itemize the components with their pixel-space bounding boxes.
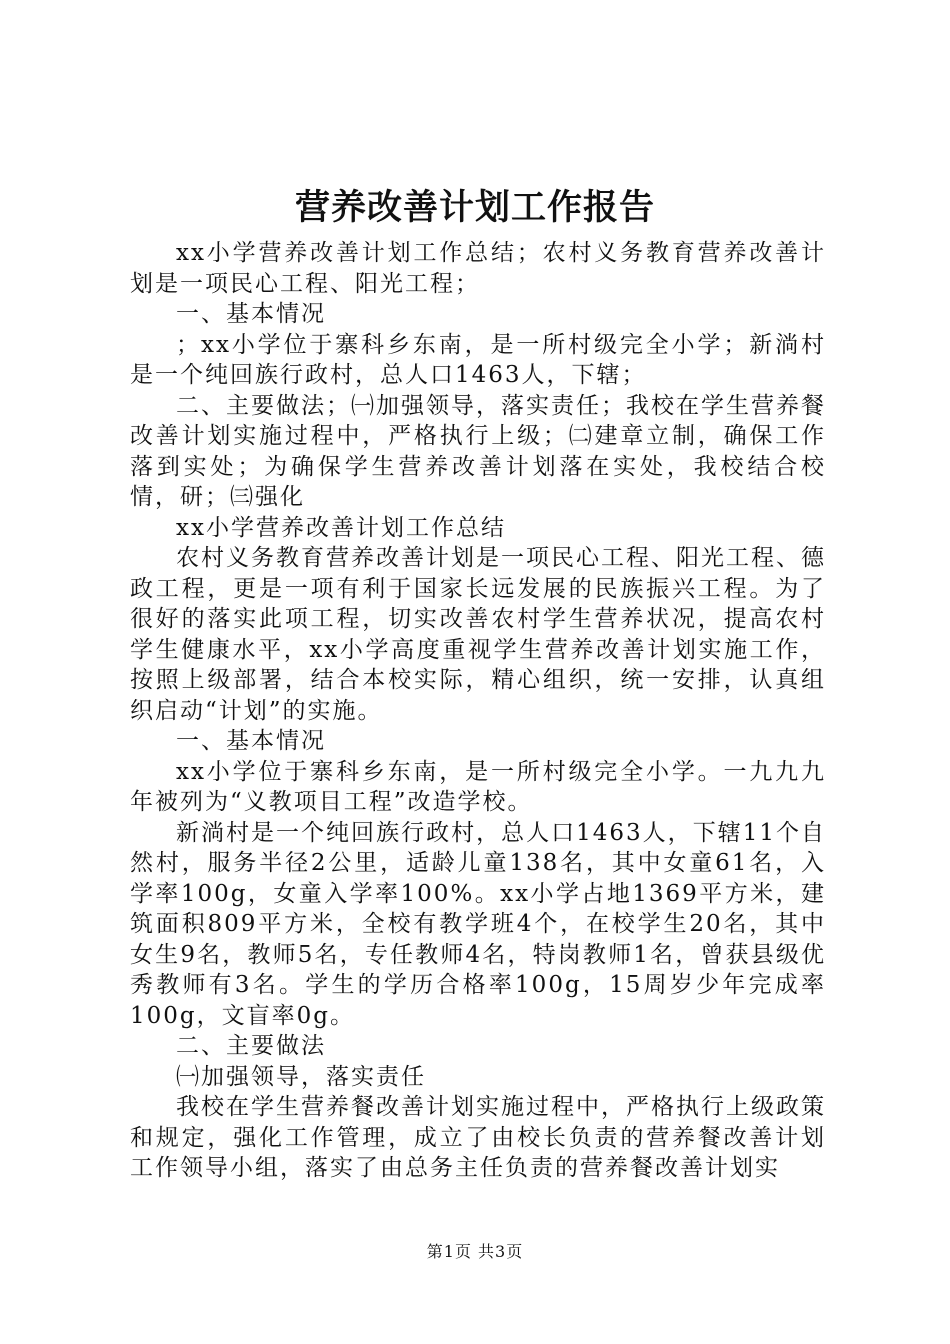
paragraph: 我校在学生营养餐改善计划实施过程中，严格执行上级政策和规定，强化工作管理，成立了由校长负责的营养餐改善计划工作领导小组，落实了由总务主任负责的营养餐改善计划实 (130, 1094, 826, 1181)
paragraph: ；xx小学位于寨科乡东南，是一所村级完全小学；新淌村是一个纯回族行政村，总人口1463人，下辖； (130, 331, 826, 388)
paragraph: xx小学营养改善计划工作总结；农村义务教育营养改善计划是一项民心工程、阳光工程； (130, 240, 826, 297)
section-heading: 二、主要做法 (176, 1033, 326, 1059)
section-heading: 一、基本情况 (176, 728, 326, 754)
paragraph: 新淌村是一个纯回族行政村，总人口1463人，下辖11个自然村，服务半径2公里，适龄儿童138名，其中女童61名，入学率100g，女童入学率100%。xx小学占地1369平方米，建筑面积809平方米，全校有教学班4个，在校学生20名，其中女生9名，教师5名，专任教师4名，特岗教师1名，曾获县级优秀教师有3名。学生的学历合格率100g，15周岁少年完成率100g，文盲率0g。 (130, 819, 826, 1029)
subsection-heading: ㈠加强领导，落实责任 (176, 1063, 426, 1090)
section-heading: 一、基本情况 (176, 301, 326, 327)
paragraph: xx小学位于寨科乡东南，是一所村级完全小学。一九九九年被列为“义教项目工程”改造学校。 (130, 758, 826, 815)
document-title: 营养改善计划工作报告 (294, 187, 655, 228)
subtitle: xx小学营养改善计划工作总结 (176, 514, 506, 541)
paragraph: 农村义务教育营养改善计划是一项民心工程、阳光工程、德政工程，更是一项有利于国家长远发展的民族振兴工程。为了很好的落实此项工程，切实改善农村学生营养状况，提高农村学生健康水平，xx小学高度重视学生营养改善计划实施工作，按照上级部署，结合本校实际，精心组织，统一安排，认真组织启动“计划”的实施。 (130, 545, 826, 724)
document-body (130, 238, 826, 1184)
paragraph: 二、主要做法；㈠加强领导，落实责任；我校在学生营养餐改善计划实施过程中，严格执行上级；㈡建章立制，确保工作落到实处；为确保学生营养改善计划落在实处，我校结合校情，研；㈢强化 (130, 392, 826, 510)
page-number: 第1页 共3页 (426, 1242, 524, 1261)
